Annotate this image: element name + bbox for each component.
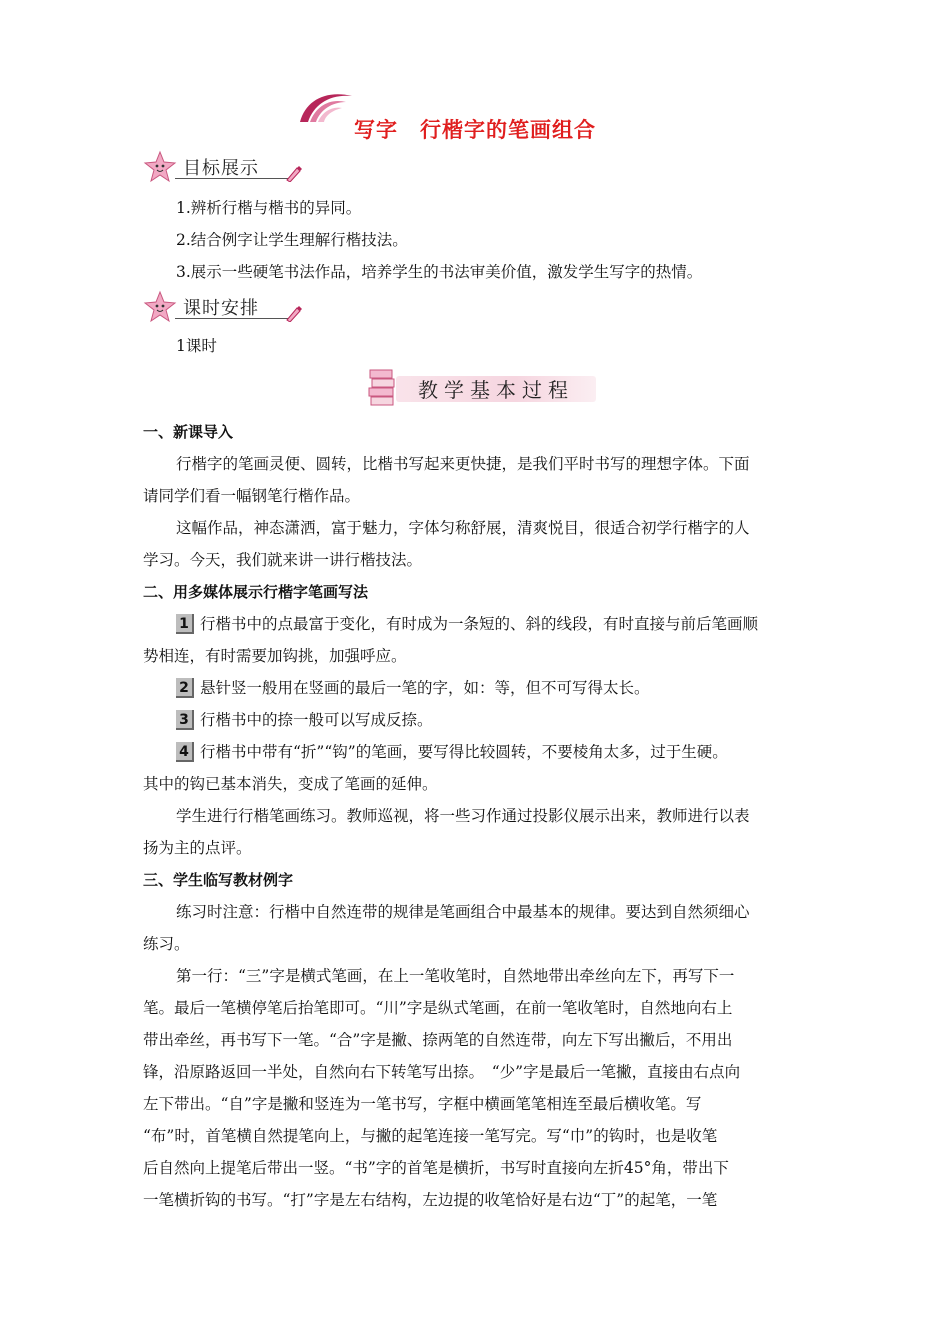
paragraph-line: 带出牵丝，再书写下一笔。“合”字是撇、捺两笔的自然连带，向左下写出撇后，不用出 <box>143 1031 733 1049</box>
page-title: 写字 行楷字的笔画组合 <box>354 118 596 142</box>
paragraph-line: 行楷字的笔画灵便、圆转，比楷书写起来更快捷，是我们平时书写的理想字体。下面 <box>176 455 750 473</box>
paragraph-line: 请同学们看一幅钢笔行楷作品。 <box>143 487 361 505</box>
part3-heading: 三、学生临写教材例字 <box>143 871 294 889</box>
heading-rule <box>175 318 293 319</box>
paragraph-line: 练习时注意：行楷中自然连带的规律是笔画组合中最基本的规律。要达到自然须细心 <box>176 903 750 921</box>
banner-title: 教学基本过程 <box>418 378 574 402</box>
heading-rule <box>175 178 293 179</box>
paragraph-line: “布”时，首笔横自然提笔向上，与撇的起笔连接一笔写完。写“巾”的钩时，也是收笔 <box>143 1127 718 1145</box>
paragraph-line: 锋，沿原路返回一半处，自然向右下转笔写出捺。 “少”字是最后一笔撇，直接由右点向 <box>143 1063 741 1081</box>
list-item <box>176 742 728 762</box>
item-number-badge: 3 <box>176 710 194 730</box>
process-banner <box>366 360 596 416</box>
goals-heading-label: 目标展示 <box>183 158 259 179</box>
books-icon <box>366 366 400 410</box>
part1-heading: 一、新课导入 <box>143 423 234 441</box>
goal-item-1: 1.辨析行楷与楷书的异同。 <box>176 199 362 217</box>
paragraph-line: 学习。今天，我们就来讲一讲行楷技法。 <box>143 551 423 569</box>
paragraph-line: 练习。 <box>143 935 190 953</box>
paragraph-line: 第一行：“三”字是横式笔画，在上一笔收笔时，自然地带出牵丝向左下，再写下一 <box>176 967 735 985</box>
paragraph-line: 后自然向上提笔后带出一竖。“书”字的首笔是横折，书写时直接向左折45°角，带出下 <box>143 1159 729 1177</box>
list-item-continued: 其中的钩已基本消失，变成了笔画的延伸。 <box>143 775 438 793</box>
pen-icon <box>285 164 303 182</box>
title-swoosh-icon <box>296 88 356 124</box>
goal-item-2: 2.结合例字让学生理解行楷技法。 <box>176 231 408 249</box>
paragraph-line: 这幅作品，神态潇洒，富于魅力，字体匀称舒展，清爽悦目，很适合初学行楷字的人 <box>176 519 750 537</box>
schedule-heading-label: 课时安排 <box>183 298 259 319</box>
item-number-badge: 2 <box>176 678 194 698</box>
goals-heading <box>143 150 313 186</box>
schedule-heading <box>143 290 313 326</box>
list-item-text: 行楷书中的点最富于变化，有时成为一条短的、斜的线段，有时直接与前后笔画顺 <box>200 615 759 633</box>
list-item-text: 悬针竖一般用在竖画的最后一笔的字，如：等，但不可写得太长。 <box>200 679 650 697</box>
paragraph-line: 学生进行行楷笔画练习。教师巡视，将一些习作通过投影仪展示出来，教师进行以表 <box>176 807 750 825</box>
paragraph-line: 一笔横折钩的书写。“打”字是左右结构，左边提的收笔恰好是右边“丁”的起笔，一笔 <box>143 1191 718 1209</box>
list-item <box>176 710 433 730</box>
star-mascot-icon <box>143 290 177 324</box>
item-number-badge: 1 <box>176 614 194 634</box>
list-item <box>176 614 758 634</box>
list-item-text: 行楷书中带有“折”“钩”的笔画，要写得比较圆转，不要棱角太多，过于生硬。 <box>200 743 728 761</box>
star-mascot-icon <box>143 150 177 184</box>
goal-item-3: 3.展示一些硬笔书法作品，培养学生的书法审美价值，激发学生写字的热情。 <box>176 263 703 281</box>
list-item-continued: 势相连，有时需要加钩挑，加强呼应。 <box>143 647 407 665</box>
pen-icon <box>285 304 303 322</box>
paragraph-line: 笔。最后一笔横停笔后抬笔即可。“川”字是纵式笔画，在前一笔收笔时，自然地向右上 <box>143 999 733 1017</box>
paragraph-line: 扬为主的点评。 <box>143 839 252 857</box>
paragraph-line: 左下带出。“自”字是撇和竖连为一笔书写，字框中横画笔笔相连至最后横收笔。写 <box>143 1095 702 1113</box>
part2-heading: 二、用多媒体展示行楷字笔画写法 <box>143 583 369 601</box>
schedule-text: 1课时 <box>176 337 217 355</box>
list-item-text: 行楷书中的捺一般可以写成反捺。 <box>200 711 433 729</box>
item-number-badge: 4 <box>176 742 194 762</box>
list-item <box>176 678 650 698</box>
